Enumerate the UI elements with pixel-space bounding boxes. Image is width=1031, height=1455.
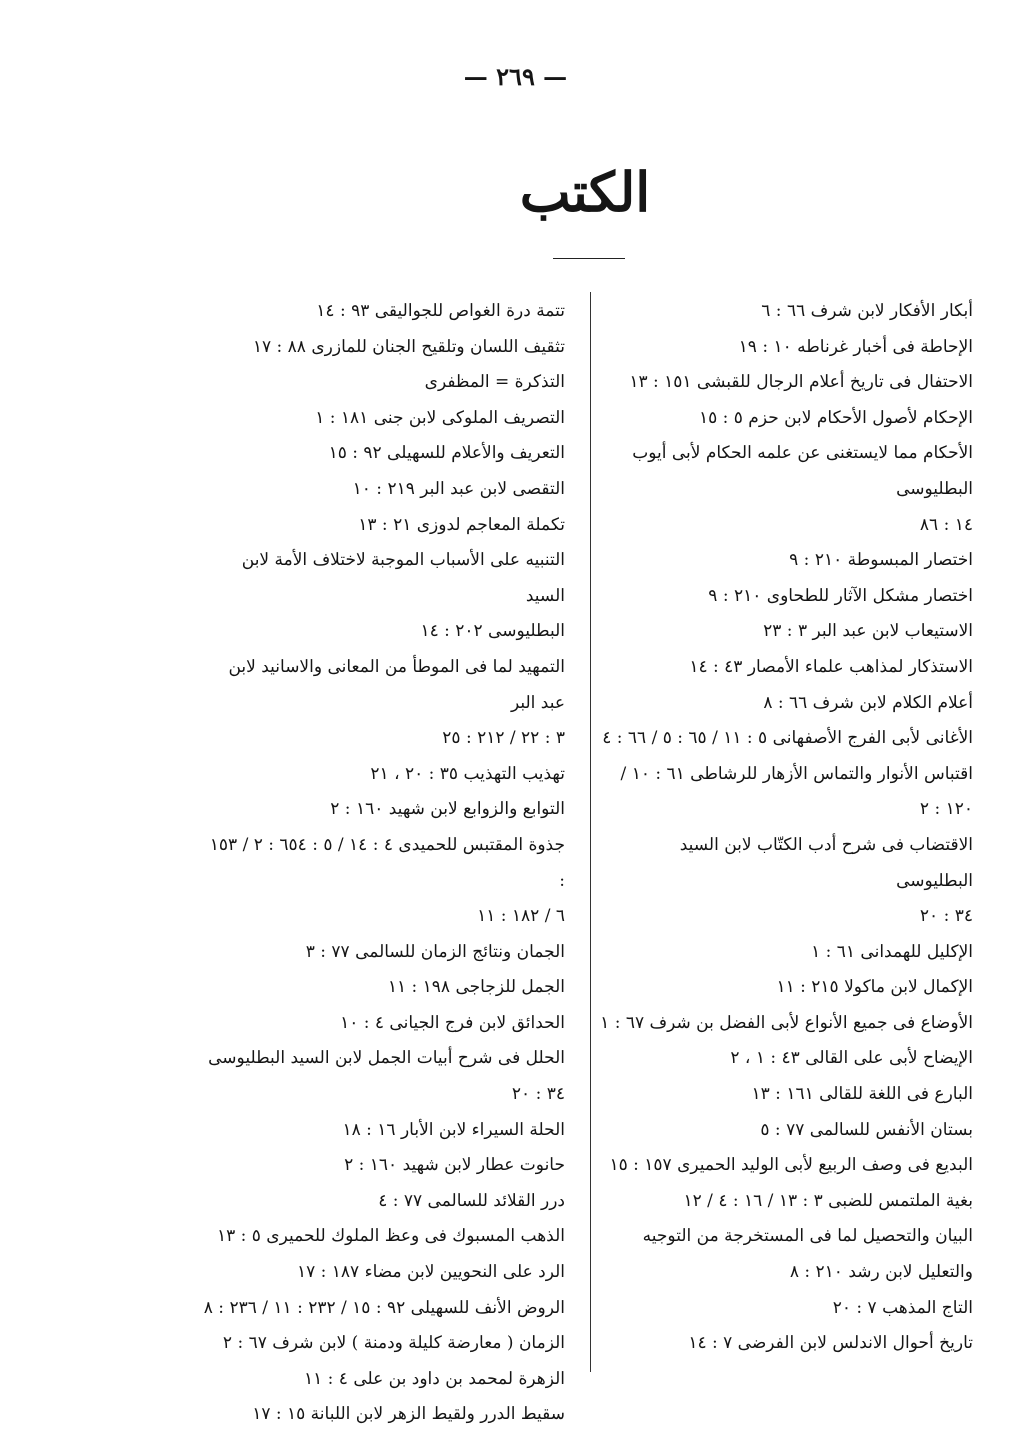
index-entry: البديع فى وصف الربيع لأبى الوليد الحميرى ١٥٧ : ١٥ — [609, 1155, 973, 1176]
title-rule — [553, 258, 625, 259]
index-entry: بستان الأنفس للسالمى ٧٧ : ٥ — [760, 1119, 973, 1140]
index-entry: اختصار مشكل الآثار للطحاوى ٢١٠ : ٩ — [708, 585, 973, 606]
index-entry: تاريخ أحوال الاندلس لابن الفرضى ٧ : ١٤ — [688, 1333, 973, 1354]
index-entry: الإحاطة فى أخبار غرناطه ١٠ : ١٩ — [738, 336, 973, 357]
index-entry: حانوت عطار لابن شهيد ١٦٠ : ٢ — [344, 1155, 565, 1176]
index-entry: التصريف الملوكى لابن جنى ١٨١ : ١ — [315, 407, 565, 428]
index-entry: الإكليل للهمدانى ٦١ : ١ — [811, 941, 973, 962]
page-title: الكتب — [519, 160, 651, 224]
index-entry: البارع فى اللغة للقالى ١٦١ : ١٣ — [751, 1084, 973, 1105]
index-entry: بغية الملتمس للضبى ٣ : ١٣ / ١٦ : ٤ / ١٢ — [683, 1190, 973, 1211]
index-entry: سقيط الدرر ولقيط الزهر لابن اللبانة ١٥ : ١٧ — [252, 1404, 565, 1425]
index-entry: الحلل فى شرح أبيات الجمل لابن السيد البطليوسى ٣٤ : ٢٠ — [208, 1048, 565, 1105]
index-entry: الزمان ( معارضة كليلة ودمنة ) لابن شرف ٦٧ : ٢ — [222, 1333, 565, 1354]
index-entry: الرد على النحويين لابن مضاء ١٨٧ : ١٧ — [296, 1262, 565, 1283]
index-entry: أعلام الكلام لابن شرف ٦٦ : ٨ — [763, 692, 973, 713]
index-entry: الإيضاح لأبى على القالى ٤٣ : ١ ، ٢ — [730, 1048, 973, 1069]
index-entry: الحدائق لابن فرج الجيانى ٤ : ١٠ — [340, 1012, 565, 1033]
index-entry: أبكار الأفكار لابن شرف ٦٦ : ٦ — [761, 301, 973, 321]
index-entry: جذوة المقتبس للحميدى ٤ : ١٤ / ٥ : ٦٥٤ : ٢ / ١٥٣ : ٦ / ١٨٢ : ١١ — [209, 834, 565, 927]
index-entry: تكملة المعاجم لدوزى ٢١ : ١٣ — [358, 514, 565, 535]
index-entry: الذهب المسبوك فى وعظ الملوك للحميرى ٥ : ١٣ — [216, 1226, 565, 1247]
index-entry: الإحكام لأصول الأحكام لابن حزم ٥ : ١٥ — [698, 407, 973, 428]
column-divider — [590, 292, 591, 1372]
page-number: — ٢٦٩ — — [463, 62, 568, 91]
index-entry: الاحتفال فى تاريخ أعلام الرجال للقبشى ١٥١ : ١٣ — [629, 372, 973, 393]
index-entry: تهذيب التهذيب ٣٥ : ٢٠ ، ٢١ — [370, 763, 565, 784]
index-entry: الحلة السيراء لابن الأبار ١٦ : ١٨ — [342, 1119, 565, 1140]
index-entry: اختصار المبسوطة ٢١٠ : ٩ — [789, 550, 973, 571]
index-entry: التعريف والأعلام للسهيلى ٩٢ : ١٥ — [328, 443, 565, 464]
index-entry: الاستذكار لمذاهب علماء الأمصار ٤٣ : ١٤ — [689, 656, 973, 677]
index-entry: التنبيه على الأسباب الموجبة لاختلاف الأمة لابن السيد البطليوسى ٢٠٢ : ١٤ — [241, 550, 565, 642]
index-entry: درر القلائد للسالمى ٧٧ : ٤ — [378, 1190, 565, 1211]
index-entry: الجمل للزجاجى ١٩٨ : ١١ — [387, 977, 565, 998]
index-entry: الروض الأنف للسهيلى ٩٢ : ١٥ / ٢٣٢ : ١١ / ٢٣٦ : ٨ — [203, 1297, 565, 1318]
index-entry: التوابع والزوابع لابن شهيد ١٦٠ : ٢ — [330, 799, 565, 820]
index-entry: الأحكام مما لايستغنى عن علمه الحكام لأبى أيوب البطليوسى ١٤ : ٨٦ — [632, 443, 973, 535]
index-entry: التاج المذهب ٧ : ٢٠ — [832, 1297, 973, 1318]
index-entry: الاستيعاب لابن عبد البر ٣ : ٢٣ — [763, 621, 973, 642]
index-column-right — [598, 294, 973, 1362]
index-entry: تتمة درة الغواص للجواليقى ٩٣ : ١٤ — [316, 301, 565, 321]
index-entry: البيان والتحصيل لما فى المستخرجة من التوجيه والتعليل لابن رشد ٢١٠ : ٨ — [642, 1226, 973, 1283]
index-entry: الإكمال لابن ماكولا ٢١٥ : ١١ — [776, 977, 973, 998]
index-entry: الجمان ونتائج الزمان للسالمى ٧٧ : ٣ — [305, 941, 565, 962]
index-entry: التذكرة = المظفرى — [424, 372, 565, 393]
index-entry: الأوضاع فى جميع الأنواع لأبى الفضل بن شرف ٦٧ : ١ — [600, 1012, 973, 1033]
index-entry: الزهرة لمحمد بن داود بن على ٤ : ١١ — [303, 1368, 565, 1389]
index-entry: الاقتضاب فى شرح أدب الكتّاب لابن السيد البطليوسى ٣٤ : ٢٠ — [679, 834, 973, 927]
index-entry: الأغانى لأبى الفرج الأصفهانى ٥ : ١١ / ٦٥ : ٥ / ٦٦ : ٤ — [602, 728, 973, 749]
index-entry: التقصى لابن عبد البر ٢١٩ : ١٠ — [352, 478, 565, 499]
index-entry: التمهيد لما فى الموطأ من المعانى والاسانيد لابن عبد البر ٣ : ٢٢ / ٢١٢ : ٢٥ — [228, 656, 565, 749]
index-entry: اقتباس الأنوار والتماس الأزهار للرشاطى ٦١ : ١٠ / ١٢٠ : ٢ — [620, 763, 973, 820]
index-column-left — [200, 294, 565, 1433]
index-entry: تثقيف اللسان وتلقيح الجنان للمازرى ٨٨ : ١٧ — [252, 336, 565, 357]
